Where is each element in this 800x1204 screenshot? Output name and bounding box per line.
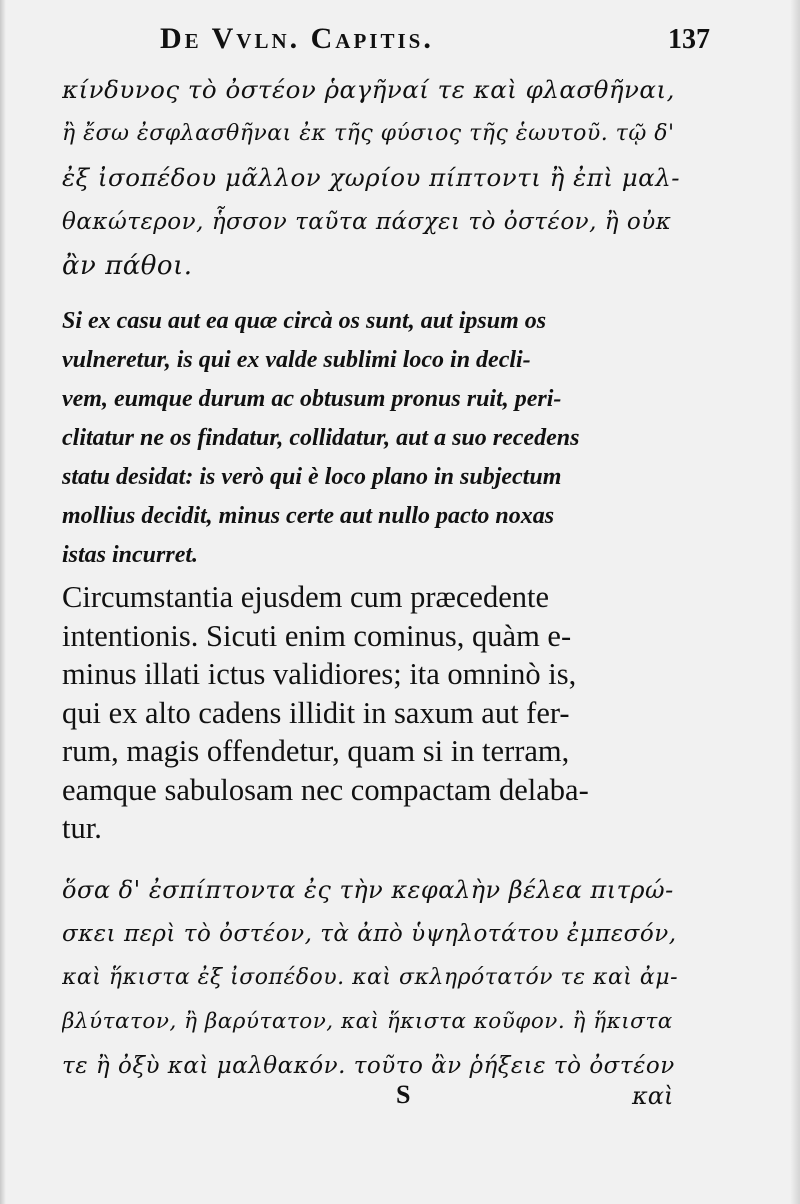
greek-bottom-line: ὅσα δ' ἐσπίπτοντα ἐς τὴν κεφαλὴν βέλεα πιτρώ- [62, 876, 674, 904]
greek-text-bottom [62, 868, 682, 1088]
page-number: 137 [668, 24, 710, 55]
latin-roman-line: minus illati ictus validiores; ita omninò is, [62, 657, 577, 691]
latin-italic-line: vem, eumque durum ac obtusum pronus ruit, peri- [62, 386, 562, 412]
greek-text-top [62, 68, 682, 288]
greek-bottom-line: βλύτατον, ἢ βαρύτατον, καὶ ἥκιστα κοῦφον. ἢ ἥκιστα [62, 1009, 673, 1034]
latin-roman-line: eamque sabulosam nec compactam delaba- [62, 772, 589, 807]
latin-italic-line: clitatur ne os findatur, collidatur, aut a suo recedens [62, 425, 580, 451]
latin-translation-italic [62, 302, 682, 575]
latin-roman-line: Circumstantia ejusdem cum præcedente [62, 580, 550, 614]
latin-italic-line: vulneretur, is qui ex valde sublimi loco in decli- [62, 347, 531, 373]
latin-italic-line: statu desidat: is verò qui è loco plano in subjectum [62, 464, 562, 490]
running-title: De Vvln. Capitis. [160, 22, 434, 55]
latin-roman-line: rum, magis offendetur, quam si in terram, [62, 734, 570, 768]
greek-top-line: κίνδυνος τὸ ὀστέον ῥαγῆναί τε καὶ φλασθῆναι, [62, 75, 675, 104]
greek-bottom-line: σκει περὶ τὸ ὀστέον, τὰ ἀπὸ ὑψηλοτάτου ἐμπεσόν, [62, 921, 677, 947]
latin-roman-line: tur. [62, 811, 102, 845]
page-edge-shadow [0, 0, 6, 1204]
greek-top-line: ἐξ ἰσοπέδου μᾶλλον χωρίου πίπτοντι ἢ ἐπὶ μαλ- [62, 163, 681, 192]
latin-italic-line: mollius decidit, minus certe aut nullo pacto noxas [62, 503, 555, 529]
page-header [160, 18, 720, 58]
latin-roman-line: qui ex alto cadens illidit in saxum aut fer- [62, 695, 570, 730]
latin-roman-line: intentionis. Sicuti enim cominus, quàm e- [62, 618, 572, 653]
latin-commentary [62, 578, 682, 848]
latin-italic-line: istas incurret. [62, 542, 199, 568]
latin-italic-line: Si ex casu aut ea quæ circà os sunt, aut ipsum os [62, 308, 547, 334]
greek-top-line: θακώτερον, ἧσσον ταῦτα πάσχει τὸ ὀστέον, ἢ οὐκ [62, 209, 672, 235]
page-gutter-shadow [790, 0, 800, 1204]
greek-top-line: ἂν πάθοι. [62, 251, 193, 281]
greek-bottom-line: τε ἢ ὀξὺ καὶ μαλθακόν. τοῦτο ἂν ῥήξειε τὸ ὀστέον [62, 1053, 675, 1079]
signature-mark: S [396, 1080, 411, 1109]
greek-bottom-line: καὶ ἥκιστα ἐξ ἰσοπέδου. καὶ σκληρότατόν τε καὶ ἀμ- [62, 965, 679, 990]
greek-top-line: ἢ ἔσω ἐσφλασθῆναι ἐκ τῆς φύσιος τῆς ἑωυτοῦ. τῷ δ' [62, 121, 675, 146]
catchword: καὶ [632, 1082, 674, 1110]
